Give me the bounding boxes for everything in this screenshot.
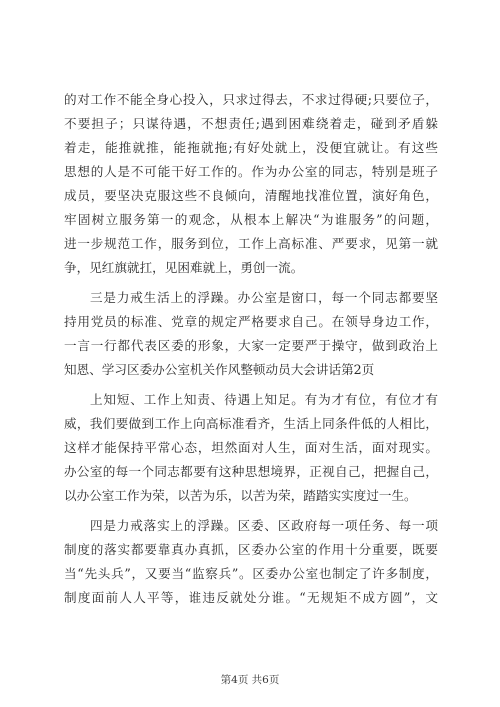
text-line: 持用党员的标准、党章的规定严格要求自己。在领导身边工作， bbox=[64, 314, 438, 329]
text-line: 争，见红旗就扛，见困难就上，勇创一流。 bbox=[64, 260, 304, 275]
text-line: 不要担子；只谋待遇，不想责任;遇到困难绕着走，碰到矛盾躲 bbox=[64, 116, 438, 131]
text-line: 一言一行都代表区委的形象，大家一定要严于操守，做到政治上 bbox=[64, 338, 438, 353]
text-line: 制度的落实都要靠真办真抓，区委办公室的作用十分重要，既要 bbox=[64, 542, 438, 557]
text-line: 上知短、工作上知责、待遇上知足。有为才有位，有位才有 bbox=[90, 392, 438, 407]
text-line: 这样才能保持平常心态，坦然面对人生，面对生活，面对现实。 bbox=[64, 440, 438, 455]
text-line: 以办公室工作为荣，以苦为乐，以苦为荣，踏踏实实度过一生。 bbox=[64, 488, 417, 503]
text-line: 当“先头兵”，又要当“监察兵”。区委办公室也制定了许多制度， bbox=[64, 566, 438, 581]
text-line: 着走，能推就推，能拖就拖;有好处就上，没便宜就让。有这些 bbox=[64, 140, 438, 155]
text-line: 威，我们要做到工作上向高标准看齐，生活上同条件低的人相比， bbox=[64, 416, 438, 431]
text-line: 进一步规范工作，服务到位，工作上高标准、严要求，见第一就 bbox=[64, 236, 438, 251]
paragraph bbox=[64, 286, 438, 382]
paragraph bbox=[64, 88, 438, 280]
text-line: 思想的人是不可能干好工作的。作为办公室的同志，特别是班子 bbox=[64, 164, 438, 179]
page-number: 第4页 共6页 bbox=[220, 674, 280, 686]
text-line: 四是力戒落实上的浮躁。区委、区政府每一项任务、每一项 bbox=[90, 518, 438, 533]
text-line: 制度面前人人平等，谁违反就处分谁。“无规矩不成方圆”，文 bbox=[64, 590, 438, 605]
text-line: 办公室的每一个同志都要有这种思想境界，正视自己，把握自己， bbox=[64, 464, 438, 479]
text-line: 三是力戒生活上的浮躁。办公室是窗口，每一个同志都要坚 bbox=[90, 290, 438, 305]
text-line: 知恩、学习区委办公室机关作风整顿动员大会讲话第2页 bbox=[64, 362, 375, 377]
document-body bbox=[64, 88, 438, 610]
text-line: 牢固树立服务第一的观念，从根本上解决“为谁服务”的问题， bbox=[64, 212, 438, 227]
text-line: 成员，要坚决克服这些不良倾向，清醒地找准位置，演好角色， bbox=[64, 188, 438, 203]
text-line: 的对工作不能全身心投入，只求过得去，不求过得硬;只要位子， bbox=[64, 92, 438, 107]
paragraph bbox=[64, 514, 438, 610]
paragraph bbox=[64, 388, 438, 508]
